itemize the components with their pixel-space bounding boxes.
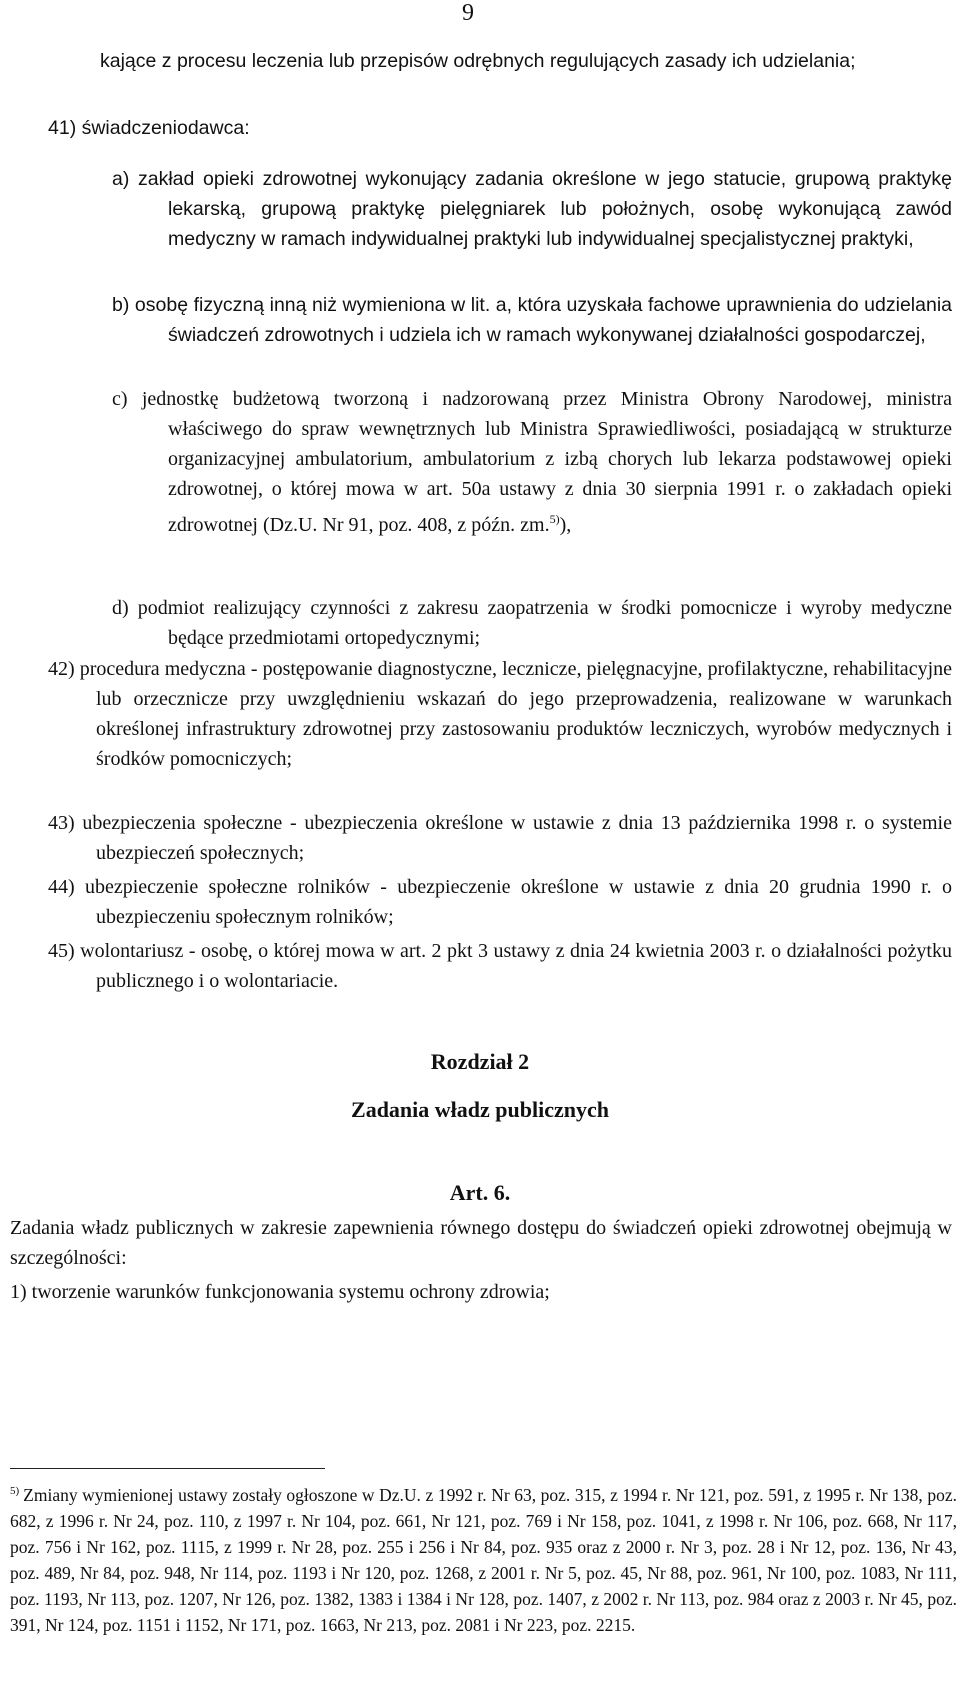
footnote-marker: 5) (10, 1485, 20, 1497)
footnote-text: Zmiany wymienionej ustawy zostały ogłoszone w Dz.U. z 1992 r. Nr 63, poz. 315, z 1994 r. Nr 121, poz. 591, z 1995 r. Nr 138, poz. 682, z 1996 r. Nr 24, poz. 110, z 1997 r. Nr 104, poz. 661, Nr 121, poz. 769 i Nr 158, poz. 1041, z 1998 r. Nr 106, poz. 668, Nr 117, poz. 756 i Nr 162, poz. 1115, z 1999 r. Nr 28, poz. 255 i 256 i Nr 84, poz. 935 oraz z 2000 r. Nr 3, poz. 28 i Nr 12, poz. 136, Nr 43, poz. 489, Nr 84, poz. 948, Nr 114, poz. 1193 i Nr 120, poz. 1268, z 2001 r. Nr 5, poz. 45, Nr 88, poz. 961, Nr 100, poz. 1083, Nr 111, poz. 1193, Nr 113, poz. 1207, Nr 126, poz. 1382, 1383 i 1384 i Nr 128, poz. 1407, z 2002 r. Nr 113, poz. 984 oraz z 2003 r. Nr 45, poz. 391, Nr 124, poz. 1151 i 1152, Nr 171, poz. 1663, Nr 213, poz. 2081 i Nr 223, poz. 2215. (10, 1485, 957, 1635)
article-label: Art. 6. (449, 1180, 511, 1205)
item-41-b: b) osobę fizyczną inną niż wymieniona w lit. a, która uzyskała fachowe uprawnienia do udzielania świadczeń zdrowotnych i udziela ich w ramach wykonywanej działalności gospodarczej, (112, 294, 952, 346)
footnote-separator (10, 1468, 325, 1469)
item-41-c (112, 384, 952, 540)
item-41-c-end: ), (559, 514, 572, 536)
item-41-label: 41) świadczeniodawca: (48, 117, 250, 139)
intro-text: kające z procesu leczenia lub przepisów odrębnych regulujących zasady ich udzielania; (100, 50, 856, 72)
item-45: 45) wolontariusz - osobę, o której mowa w art. 2 pkt 3 ustawy z dnia 24 kwietnia 2003 r. o działalności pożytku publicznego i o wolontariacie. (48, 940, 952, 992)
page-number: 9 (462, 0, 474, 26)
article-text: Zadania władz publicznych w zakresie zapewnienia równego dostępu do świadczeń opieki zdrowotnej obejmują w szczególności: (10, 1217, 952, 1269)
item-41-c-text: c) jednostkę budżetową tworzoną i nadzorowaną przez Ministra Obrony Narodowej, ministra właściwego do spraw wewnętrznych lub Ministra Sprawiedliwości, posiadającą w strukturze organizacyjnej ambulatorium, ambulatorium z izbą chorych lub lekarza podstawowej opieki zdrowotnej, o której mowa w art. 50a ustawy z dnia 30 sierpnia 1991 r. o zakładach opieki zdrowotnej (Dz.U. Nr 91, poz. 408, z późn. zm. (112, 388, 952, 536)
article-point-1: 1) tworzenie warunków funkcjonowania systemu ochrony zdrowia; (10, 1281, 550, 1303)
chapter-number: Rozdział 2 (430, 1049, 530, 1074)
item-43: 43) ubezpieczenia społeczne - ubezpieczenia określone w ustawie z dnia 13 października 1998 r. o systemie ubezpieczeń społecznych; (48, 812, 952, 864)
footnote-ref-5: 5) (549, 512, 560, 526)
item-42: 42) procedura medyczna - postępowanie diagnostyczne, lecznicze, pielęgnacyjne, profilaktyczne, rehabilitacyjne lub orzecznicze przy uwzględnieniu wskazań do jego przeprowadzenia, realizowane w warunkach określonej infrastruktury zdrowotnej przy zastosowaniu produktów leczniczych, wyrobów medycznych i środków pomocniczych; (48, 658, 952, 770)
item-41-d: d) podmiot realizujący czynności z zakresu zaopatrzenia w środki pomocnicze i wyroby medyczne będące przedmiotami ortopedycznymi; (112, 597, 952, 649)
item-41-a: a) zakład opieki zdrowotnej wykonujący zadania określone w jego statucie, grupową praktykę lekarską, grupową praktykę pielęgniarek lub położnych, osobę wykonującą zawód medyczny w ramach indywidualnej praktyki lub indywidualnej specjalistycznej praktyki, (112, 168, 952, 250)
footnote (10, 1478, 957, 1638)
item-44: 44) ubezpieczenie społeczne rolników - ubezpieczenie określone w ustawie z dnia 20 grudnia 1990 r. o ubezpieczeniu społecznym rolników; (48, 876, 952, 928)
chapter-title: Zadania władz publicznych (351, 1097, 609, 1122)
